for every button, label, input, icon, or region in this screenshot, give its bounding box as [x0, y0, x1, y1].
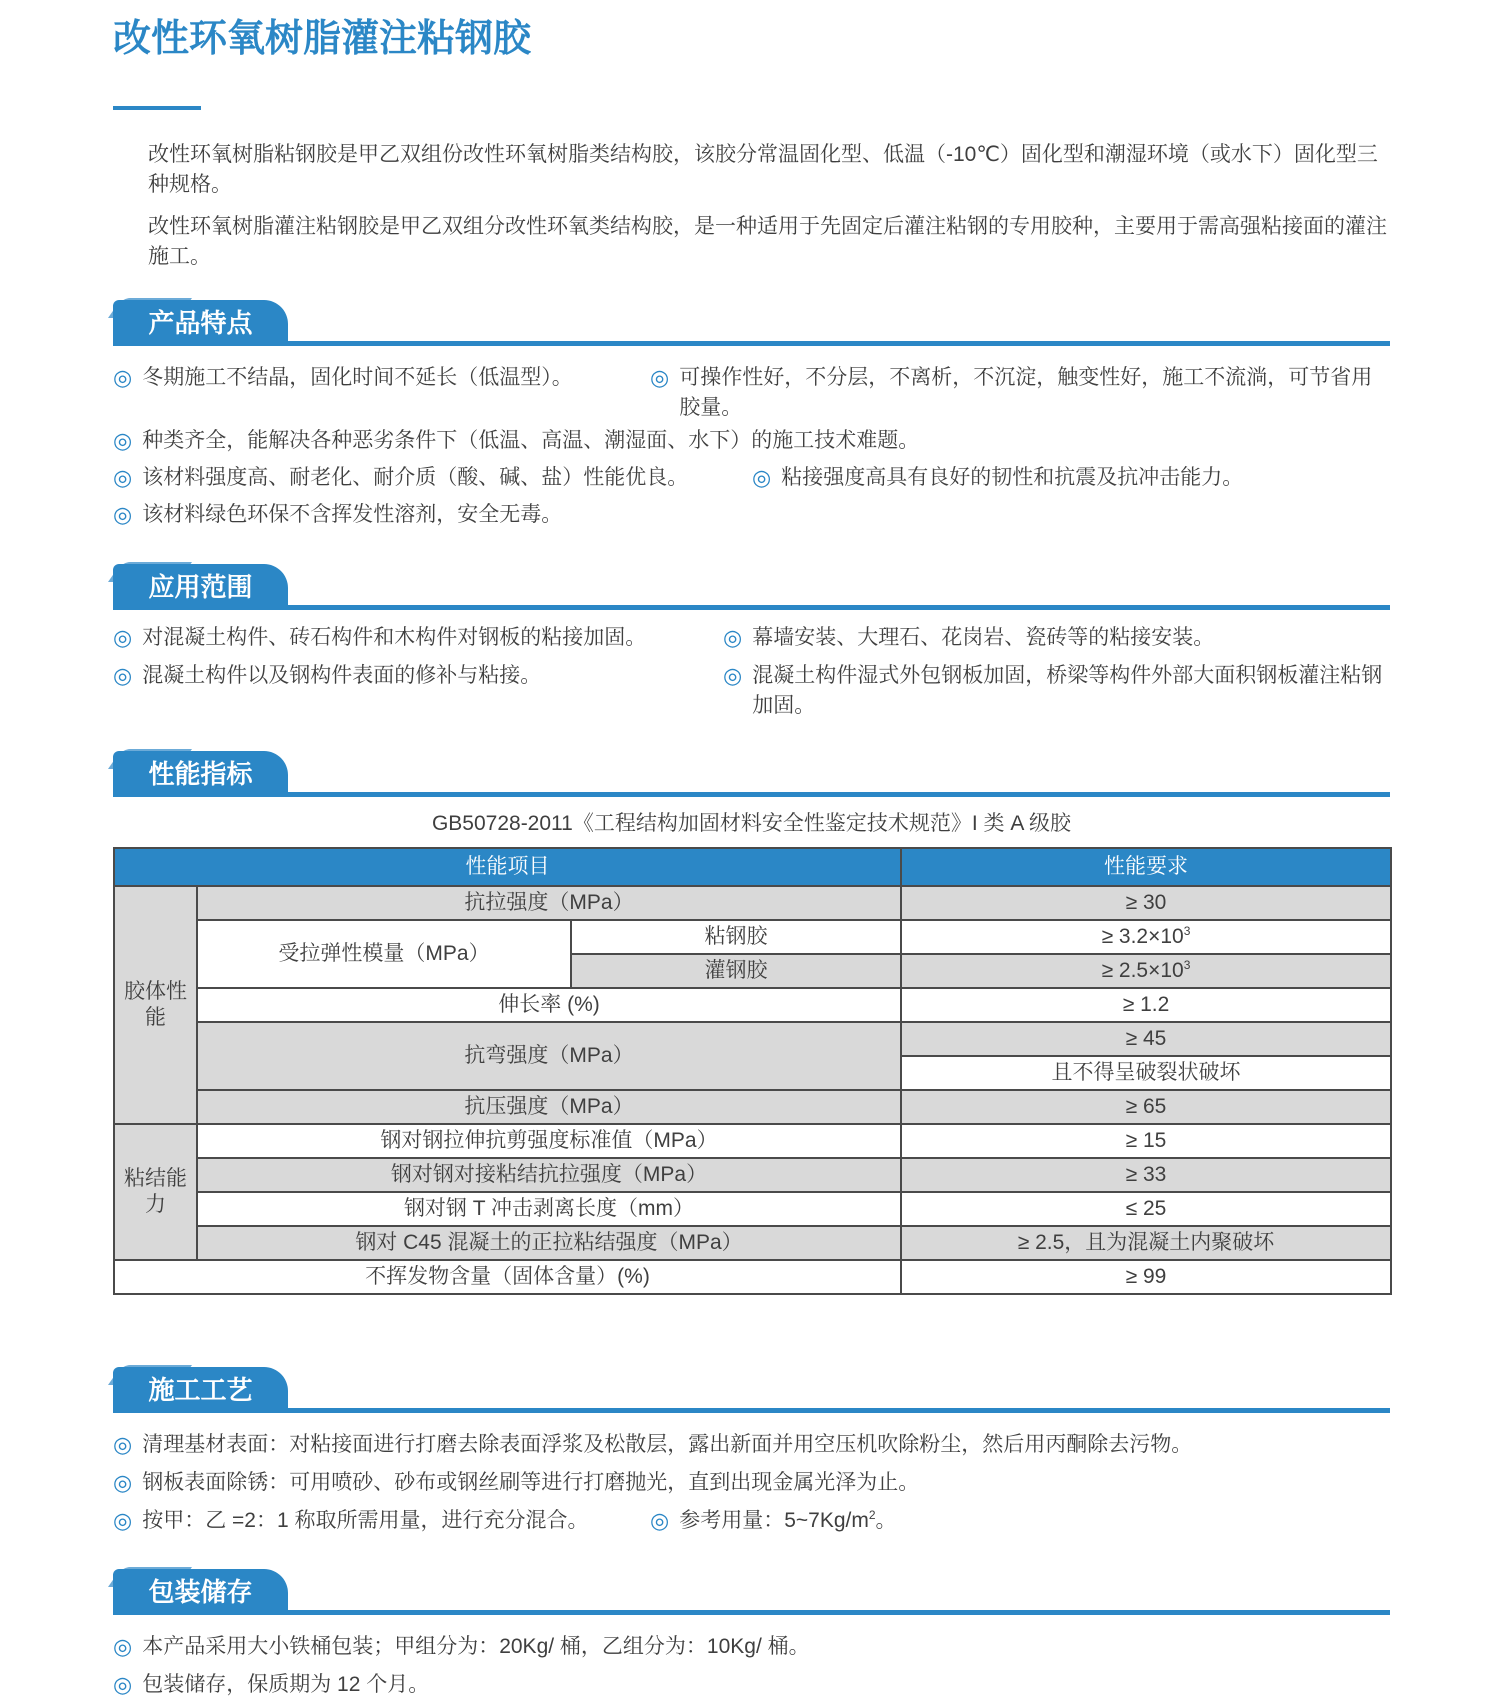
table-cell: ≥ 30 — [901, 886, 1391, 920]
bullet-icon: ◎ — [113, 428, 133, 453]
section-header-process — [113, 1367, 1390, 1413]
list-item-text: 对混凝土构件、砖石构件和木构件对钢板的粘接加固。 — [142, 626, 647, 649]
list-item — [113, 460, 752, 493]
section-heading: 包装储存 — [148, 1576, 253, 1607]
table-cell: 粘钢胶 — [571, 920, 901, 954]
performance-table — [113, 847, 1392, 1295]
table-cell: ≥ 45 — [901, 1022, 1391, 1056]
bullet-icon: ◎ — [113, 663, 133, 688]
list-item-text: 该材料强度高、耐老化、耐介质（酸、碱、盐）性能优良。 — [142, 466, 689, 489]
list-row — [113, 360, 1390, 423]
table-row — [114, 1260, 1391, 1294]
document-page — [0, 16, 1503, 1697]
list-item-text: 粘接强度高具有良好的韧性和抗震及抗冲击能力。 — [781, 466, 1244, 489]
table-cell: 灌钢胶 — [571, 954, 901, 988]
table-cell: 且不得呈破裂状破坏 — [901, 1056, 1391, 1090]
list-item-text: 混凝土构件湿式外包钢板加固，桥梁等构件外部大面积钢板灌注粘钢加固。 — [752, 664, 1383, 717]
section-badge-performance — [113, 751, 288, 797]
features-list — [113, 360, 1390, 534]
list-row — [113, 1427, 1390, 1465]
table-row — [114, 1158, 1391, 1192]
table-row — [114, 886, 1391, 920]
table-cell: ≥ 1.2 — [901, 988, 1391, 1022]
list-item — [113, 620, 723, 653]
list-item — [650, 1503, 897, 1536]
list-item-text: 清理基材表面：对粘接面进行打磨去除表面浮浆及松散层，露出新面并用空压机吹除粉尘，然后用丙酮除去污物。 — [142, 1433, 1193, 1456]
section-heading: 性能指标 — [148, 758, 253, 789]
list-item — [113, 658, 723, 691]
section-badge-features — [113, 300, 288, 346]
section-heading: 应用范围 — [148, 571, 253, 602]
list-item — [113, 1465, 919, 1498]
table-row — [114, 1090, 1391, 1124]
table-cell: ≥ $3.2\times 10^3$ — [901, 920, 1391, 954]
application-list — [113, 620, 1390, 721]
table-cell: 伸长率 (%) — [197, 988, 901, 1022]
list-item-text: 种类齐全，能解决各种恶劣条件下（低温、高温、潮湿面、水下）的施工技术难题。 — [142, 429, 920, 452]
bullet-icon: ◎ — [113, 1508, 133, 1533]
table-header-row — [114, 848, 1391, 886]
bullet-icon: ◎ — [113, 1470, 133, 1495]
list-item-text: 参考用量：$5\sim 7Kg/m^2$。 — [679, 1508, 897, 1532]
list-row — [113, 1667, 1390, 1705]
list-row — [113, 423, 1390, 460]
table-row — [114, 1192, 1391, 1226]
list-row — [113, 460, 1390, 497]
table-cell: 钢对钢拉伸抗剪强度标准值（MPa） — [197, 1124, 901, 1158]
table-row — [114, 988, 1391, 1022]
section-header-features — [113, 300, 1390, 346]
bullet-icon: ◎ — [113, 625, 133, 650]
bullet-icon: ◎ — [650, 1508, 670, 1533]
list-item — [113, 423, 919, 456]
table-row — [114, 1022, 1391, 1056]
list-item — [113, 360, 650, 393]
bullet-icon: ◎ — [113, 365, 133, 390]
list-row — [113, 1629, 1390, 1667]
list-row — [113, 620, 1390, 658]
list-item — [113, 1667, 429, 1700]
list-row — [113, 1465, 1390, 1503]
table-cell: ≤ 25 — [901, 1192, 1391, 1226]
list-item — [113, 1427, 1192, 1460]
list-item-text: 冬期施工不结晶，固化时间不延长（低温型）。 — [142, 366, 573, 389]
list-item-text: 可操作性好，不分层，不离析，不沉淀，触变性好，施工不流淌，可节省用胶量。 — [679, 366, 1373, 419]
table-cell: ≥ $2.5\times 10^3$ — [901, 954, 1391, 988]
list-item — [650, 360, 1390, 423]
bullet-icon: ◎ — [650, 365, 670, 390]
bullet-icon: ◎ — [723, 625, 743, 650]
list-item-text: 按甲：乙 =2：1 称取所需用量，进行充分混合。 — [142, 1509, 589, 1532]
section-badge-storage — [113, 1569, 288, 1615]
list-item — [113, 497, 562, 530]
section-badge-process — [113, 1367, 288, 1413]
list-item-text: 幕墙安装、大理石、花岗岩、瓷砖等的粘接安装。 — [752, 626, 1215, 649]
section-header-application — [113, 564, 1390, 610]
bullet-icon: ◎ — [723, 663, 743, 688]
table-cell: 钢对钢对接粘结抗拉强度（MPa） — [197, 1158, 901, 1192]
intro-paragraph: 改性环氧树脂灌注粘钢胶是甲乙双组分改性环氧类结构胶，是一种适用于先固定后灌注粘钢的专用胶种，主要用于需高强粘接面的灌注施工。 — [148, 215, 1387, 268]
list-item — [723, 620, 1214, 653]
table-caption: GB50728-2011《工程结构加固材料安全性鉴定技术规范》I 类 A 级胶 — [431, 812, 1072, 835]
storage-list — [113, 1629, 1390, 1705]
table-row — [114, 1124, 1391, 1158]
list-item — [752, 460, 1243, 493]
table-header-cell: 性能要求 — [901, 848, 1391, 886]
list-item-text: 包装储存，保质期为 12 个月。 — [142, 1673, 430, 1696]
table-cell: 不挥发物含量（固体含量）(%) — [114, 1260, 901, 1294]
group-cell: 粘结能力 — [114, 1124, 197, 1260]
table-cell: ≥ 2.5，且为混凝土内聚破坏 — [901, 1226, 1391, 1260]
list-item — [113, 1629, 810, 1662]
table-cell: 钢对钢 T 冲击剥离长度（mm） — [197, 1192, 901, 1226]
list-row — [113, 658, 1390, 721]
list-row — [113, 497, 1390, 534]
section-heading: 施工工艺 — [148, 1374, 253, 1405]
bullet-icon: ◎ — [752, 465, 772, 490]
list-item — [113, 1503, 650, 1536]
list-item-text: 钢板表面除锈：可用喷砂、砂布或钢丝刷等进行打磨抛光，直到出现金属光泽为止。 — [142, 1471, 920, 1494]
bullet-icon: ◎ — [113, 1672, 133, 1697]
section-heading: 产品特点 — [148, 307, 253, 338]
table-cell: 钢对 C45 混凝土的正拉粘结强度（MPa） — [197, 1226, 901, 1260]
table-cell: 受拉弹性模量（MPa） — [197, 920, 571, 988]
list-item — [723, 658, 1390, 721]
table-header-cell: 性能项目 — [114, 848, 901, 886]
table-cell: ≥ 65 — [901, 1090, 1391, 1124]
section-header-performance — [113, 751, 1390, 797]
table-row — [114, 1226, 1391, 1260]
table-cell: 抗弯强度（MPa） — [197, 1022, 901, 1090]
table-cell: ≥ 15 — [901, 1124, 1391, 1158]
bullet-icon: ◎ — [113, 1432, 133, 1457]
group-cell: 胶体性能 — [114, 886, 197, 1124]
title-underline — [113, 106, 201, 110]
table-cell: 抗拉强度（MPa） — [197, 886, 901, 920]
table-cell: 抗压强度（MPa） — [197, 1090, 901, 1124]
bullet-icon: ◎ — [113, 465, 133, 490]
page-title: 改性环氧树脂灌注粘钢胶 — [113, 18, 532, 60]
list-item-text: 混凝土构件以及钢构件表面的修补与粘接。 — [142, 664, 542, 687]
section-header-storage — [113, 1569, 1390, 1615]
list-row — [113, 1503, 1390, 1541]
table-cell: ≥ 33 — [901, 1158, 1391, 1192]
table-cell: ≥ 99 — [901, 1260, 1391, 1294]
list-item-text: 本产品采用大小铁桶包装；甲组分为：20Kg/ 桶，乙组分为：10Kg/ 桶。 — [142, 1635, 810, 1658]
bullet-icon: ◎ — [113, 502, 133, 527]
section-badge-application — [113, 564, 288, 610]
table-row — [114, 920, 1391, 954]
bullet-icon: ◎ — [113, 1634, 133, 1659]
process-list — [113, 1427, 1390, 1541]
intro-paragraph: 改性环氧树脂粘钢胶是甲乙双组份改性环氧树脂类结构胶，该胶分常温固化型、低温（-10℃）固化型和潮湿环境（或水下）固化型三种规格。 — [148, 143, 1378, 196]
list-item-text: 该材料绿色环保不含挥发性溶剂，安全无毒。 — [142, 503, 563, 526]
